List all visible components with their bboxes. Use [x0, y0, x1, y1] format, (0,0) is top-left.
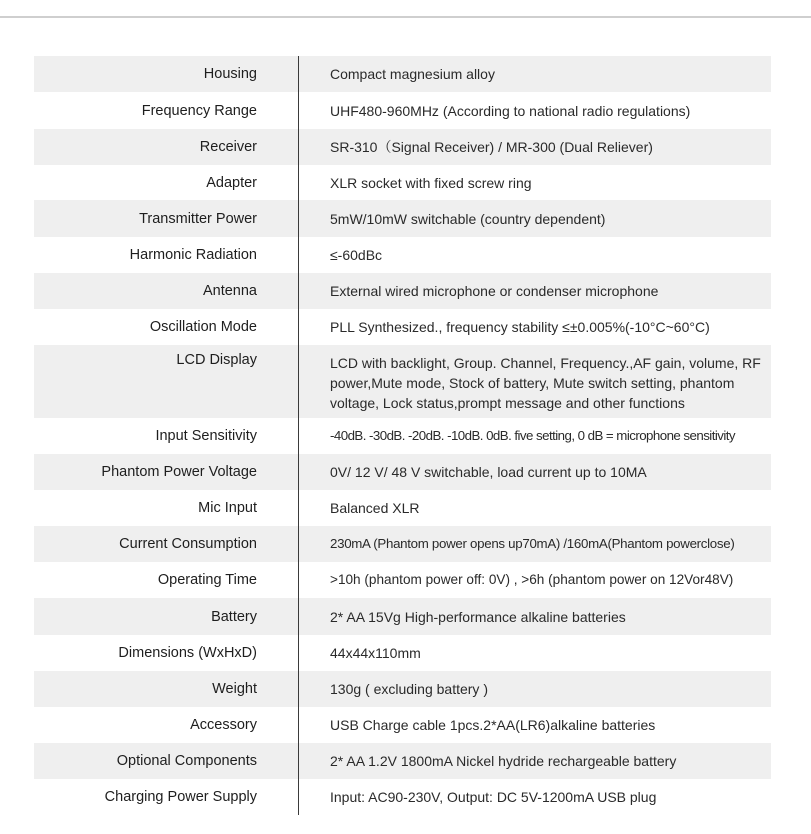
spec-table [34, 56, 771, 815]
spec-row-mic-input [34, 490, 771, 526]
spec-value: Input: AC90-230V, Output: DC 5V-1200mA USB plug [330, 789, 657, 805]
spec-value: 2* AA 15Vg High-performance alkaline batteries [330, 608, 626, 625]
spec-label: LCD Display [176, 352, 257, 368]
top-divider [0, 16, 811, 18]
spec-label: Housing [203, 66, 257, 82]
spec-row-charging-power-supply [34, 779, 771, 815]
spec-row-operating-time [34, 562, 771, 598]
spec-label: Receiver [199, 139, 257, 155]
spec-value: ≤-60dBc [330, 247, 383, 263]
spec-value: USB Charge cable 1pcs.2*AA(LR6)alkaline batteries [330, 717, 656, 733]
spec-row-lcd-display [34, 345, 771, 418]
spec-value: UHF480-960MHz (According to national radio regulations) [330, 102, 691, 119]
spec-label: Oscillation Mode [149, 319, 257, 335]
spec-value: 0V/ 12 V/ 48 V switchable, load current up to 10MA [330, 464, 647, 480]
spec-value: 130g ( excluding battery ) [330, 681, 488, 697]
spec-row-dimensions [34, 635, 771, 671]
spec-row-frequency-range [34, 92, 771, 129]
spec-label: Battery [211, 608, 257, 625]
spec-value: PLL Synthesized., frequency stability ≤±0.005%(-10°C~60°C) [330, 319, 710, 335]
spec-label: Mic Input [198, 500, 257, 516]
spec-label: Optional Components [116, 753, 257, 769]
spec-label: Dimensions (WxHxD) [118, 645, 257, 661]
spec-label: Input Sensitivity [155, 428, 257, 444]
spec-value: External wired microphone or condenser microphone [330, 283, 659, 299]
spec-value: >10h (phantom power off: 0V) , >6h (phantom power on 12Vor48V) [330, 572, 734, 587]
spec-value: 230mA (Phantom power opens up70mA) /160mA(Phantom powerclose) [330, 536, 735, 551]
spec-row-antenna [34, 273, 771, 309]
spec-label: Harmonic Radiation [129, 247, 257, 263]
spec-label: Antenna [202, 283, 257, 299]
spec-row-receiver [34, 129, 771, 165]
spec-value: SR-310（Signal Receiver) / MR-300 (Dual Reliever) [330, 139, 653, 155]
spec-value: Balanced XLR [330, 500, 420, 516]
spec-row-oscillation-mode [34, 309, 771, 345]
spec-label: Frequency Range [141, 102, 257, 119]
spec-row-phantom-power-voltage [34, 454, 771, 490]
spec-row-harmonic-radiation [34, 237, 771, 273]
spec-row-input-sensitivity [34, 418, 771, 454]
spec-row-battery [34, 598, 771, 635]
spec-row-accessory [34, 707, 771, 743]
spec-row-housing [34, 56, 771, 92]
spec-label: Weight [212, 681, 257, 697]
spec-value: Compact magnesium alloy [330, 66, 495, 82]
spec-value: -40dB. -30dB. -20dB. -10dB. 0dB. five setting, 0 dB = microphone sensitivity [330, 428, 735, 443]
spec-label: Adapter [206, 174, 257, 191]
spec-label: Operating Time [157, 572, 257, 588]
spec-value: 5mW/10mW switchable (country dependent) [330, 210, 606, 227]
spec-label: Transmitter Power [139, 210, 257, 227]
spec-label: Phantom Power Voltage [101, 464, 257, 480]
spec-label: Charging Power Supply [104, 789, 257, 805]
spec-label: Current Consumption [119, 536, 257, 552]
spec-value: 2* AA 1.2V 1800mA Nickel hydride rechargeable battery [330, 753, 677, 769]
spec-value: 44x44x110mm [330, 645, 421, 661]
spec-value: XLR socket with fixed screw ring [330, 174, 532, 191]
spec-row-current-consumption [34, 526, 771, 562]
spec-label: Accessory [190, 717, 257, 733]
spec-row-adapter [34, 165, 771, 200]
spec-row-weight [34, 671, 771, 707]
spec-value: LCD with backlight, Group. Channel, Frequency.,AF gain, volume, RF power,Mute mode, Stock of battery, Mute switch setting, phantom voltage, Lock status,prompt message and other functions [330, 355, 761, 411]
spec-row-optional-components [34, 743, 771, 779]
spec-row-transmitter-power [34, 200, 771, 237]
